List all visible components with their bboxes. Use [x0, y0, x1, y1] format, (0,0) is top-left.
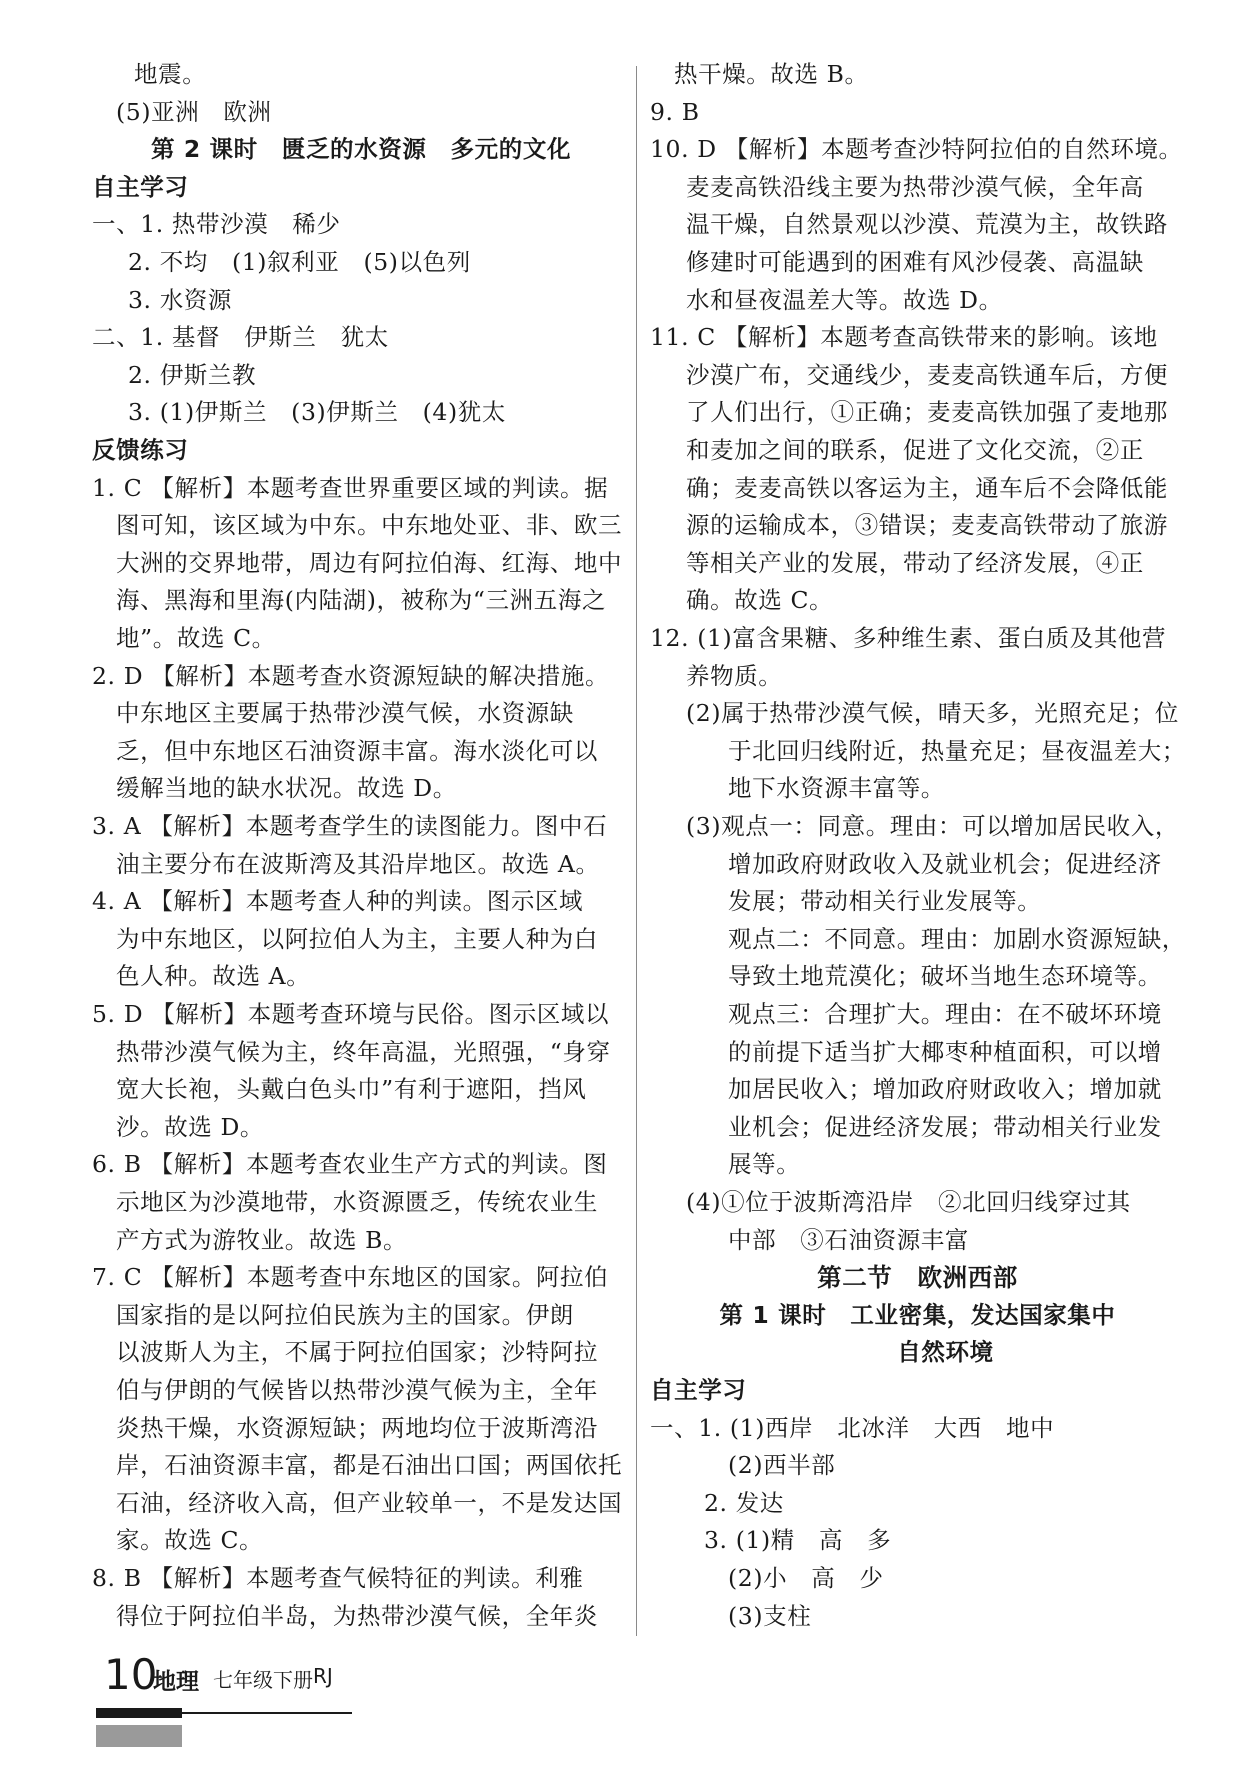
- answer-line: 大洲的交界地带，周边有阿拉伯海、红海、地中: [116, 548, 623, 577]
- answer-line: 12. (1)富含果糖、多种维生素、蛋白质及其他营: [650, 624, 1167, 652]
- answer-line: 等相关产业的发展，带动了经济发展，④正: [686, 548, 1144, 577]
- answer-line: 10. D 【解析】本题考查沙特阿拉伯的自然环境。: [650, 135, 1183, 164]
- answer-line: (4)①位于波斯湾沿岸 ②北回归线穿过其: [686, 1188, 1131, 1216]
- answer-line: 麦麦高铁沿线主要为热带沙漠气候，全年高: [686, 172, 1144, 201]
- text-line: 二、1. 基督 伊斯兰 犹太: [92, 323, 389, 352]
- page-number: 10: [104, 1650, 158, 1699]
- lesson-title: 第 1 课时 工业密集，发达国家集中: [719, 1300, 1116, 1329]
- answer-line: 养物质。: [686, 661, 783, 690]
- answer-line: 得位于阿拉伯半岛，为热带沙漠气候，全年炎: [116, 1601, 598, 1630]
- answer-line: 修建时可能遇到的困难有风沙侵袭、高温缺: [686, 248, 1144, 276]
- answer-line: 于北回归线附近，热量充足；昼夜温差大；: [728, 736, 1186, 765]
- section-heading: 自主学习: [650, 1376, 747, 1404]
- answer-line: (3)观点一：同意。理由：可以增加居民收入，: [686, 812, 1179, 840]
- text-line: 3. (1)精 高 多: [704, 1526, 892, 1555]
- answer-line: 加居民收入；增加政府财政收入；增加就: [728, 1075, 1162, 1104]
- answer-line: 观点二：不同意。理由：加剧水资源短缺，: [728, 924, 1186, 953]
- text-line: 3. 水资源: [128, 285, 232, 314]
- answer-line: 示地区为沙漠地带，水资源匮乏，传统农业生: [116, 1188, 598, 1216]
- section-heading: 反馈练习: [92, 436, 189, 464]
- answer-line: 缓解当地的缺水状况。故选 D。: [116, 774, 457, 803]
- answer-line: 确；麦麦高铁以客运为主，通车后不会降低能: [686, 473, 1168, 502]
- footer-edition: RJ: [313, 1664, 333, 1688]
- answer-line: 地”。故选 C。: [116, 624, 276, 652]
- answer-line: 为中东地区，以阿拉伯人为主，主要人种为白: [116, 924, 598, 953]
- answer-line: 观点三：合理扩大。理由：在不破坏环境: [728, 1000, 1162, 1028]
- answer-line: 热干燥。故选 B。: [674, 60, 869, 88]
- text-line: 2. 发达: [704, 1488, 784, 1517]
- answer-line: 岸，石油资源丰富，都是石油出口国；两国依托: [116, 1451, 623, 1480]
- answer-line: 炎热干燥，水资源短缺；两地均位于波斯湾沿: [116, 1413, 598, 1442]
- answer-line: 发展；带动相关行业发展等。: [728, 887, 1042, 916]
- text-line: 地震。: [134, 60, 207, 88]
- answer-line: 确。故选 C。: [686, 586, 834, 615]
- text-line: 2. 不均 (1)叙利亚 (5)以色列: [128, 248, 471, 276]
- answer-line: 温干燥，自然景观以沙漠、荒漠为主，故铁路: [686, 210, 1168, 239]
- answer-line: (2)属于热带沙漠气候，晴天多，光照充足；位: [686, 699, 1179, 728]
- text-line: (5)亚洲 欧洲: [116, 97, 272, 126]
- answer-line: 沙。故选 D。: [116, 1112, 265, 1141]
- footer-grade: 七年级下册: [213, 1668, 313, 1692]
- answer-line: 6. B 【解析】本题考查农业生产方式的判读。图: [92, 1150, 608, 1179]
- footer-block: [96, 1725, 182, 1747]
- lesson-title-continued: 自然环境: [897, 1338, 994, 1367]
- answer-line: 石油，经济收入高，但产业较单一，不是发达国: [116, 1488, 623, 1517]
- lesson-title: 第 2 课时 匮乏的水资源 多元的文化: [150, 135, 572, 164]
- answer-line: 8. B 【解析】本题考查气候特征的判读。利雅: [92, 1564, 584, 1592]
- answer-line: 油主要分布在波斯湾及其沿岸地区。故选 A。: [116, 849, 600, 878]
- answer-line: 海、黑海和里海(内陆湖)，被称为“三洲五海之: [116, 586, 607, 615]
- answer-line: 宽大长袍，头戴白色头巾”有利于遮阳，挡风: [116, 1075, 587, 1104]
- answer-line: 11. C 【解析】本题考查高铁带来的影响。该地: [650, 323, 1158, 352]
- text-line: (3)支柱: [728, 1601, 812, 1630]
- section-title: 第二节 欧洲西部: [817, 1263, 1018, 1293]
- answer-line: 了人们出行，①正确；麦麦高铁加强了麦地那: [686, 398, 1168, 427]
- answer-line: 地下水资源丰富等。: [728, 774, 945, 803]
- answer-line: 源的运输成本，③错误；麦麦高铁带动了旅游: [686, 511, 1168, 540]
- column-divider: [636, 66, 637, 1636]
- text-line: 一、1. 热带沙漠 稀少: [92, 210, 341, 239]
- answer-line: 和麦加之间的联系，促进了文化交流，②正: [686, 436, 1144, 464]
- answer-line: 9. B: [650, 97, 700, 126]
- answer-line: 的前提下适当扩大椰枣种植面积，可以增: [728, 1037, 1162, 1066]
- text-line: 3. (1)伊斯兰 (3)伊斯兰 (4)犹太: [128, 398, 506, 427]
- answer-line: 中东地区主要属于热带沙漠气候，水资源缺: [116, 699, 574, 728]
- text-line: 2. 伊斯兰教: [128, 360, 257, 389]
- answer-line: 中部 ③石油资源丰富: [728, 1225, 969, 1254]
- answer-line: 增加政府财政收入及就业机会；促进经济: [728, 849, 1162, 878]
- text-line: 一、1. (1)西岸 北冰洋 大西 地中: [650, 1413, 1055, 1442]
- answer-line: 伯与伊朗的气候皆以热带沙漠气候为主，全年: [116, 1376, 598, 1404]
- answer-line: 1. C 【解析】本题考查世界重要区域的判读。据: [92, 473, 609, 502]
- text-line: (2)小 高 少: [728, 1564, 884, 1592]
- section-heading: 自主学习: [92, 172, 189, 201]
- answer-line: 7. C 【解析】本题考查中东地区的国家。阿拉伯: [92, 1263, 609, 1292]
- answer-line: 导致土地荒漠化；破坏当地生态环境等。: [728, 962, 1162, 991]
- answer-line: 展等。: [728, 1150, 801, 1179]
- answer-line: 4. A 【解析】本题考查人种的判读。图示区域: [92, 887, 584, 916]
- footer-rule: [182, 1712, 352, 1714]
- answer-line: 图可知，该区域为中东。中东地处亚、非、欧三: [116, 511, 623, 540]
- answer-line: 国家指的是以阿拉伯民族为主的国家。伊朗: [116, 1300, 574, 1329]
- answer-line: 以波斯人为主，不属于阿拉伯国家；沙特阿拉: [116, 1338, 598, 1367]
- answer-line: 水和昼夜温差大等。故选 D。: [686, 285, 1003, 314]
- footer-subject: 地理: [153, 1669, 199, 1695]
- text-line: (2)西半部: [728, 1451, 836, 1480]
- answer-line: 家。故选 C。: [116, 1526, 264, 1555]
- answer-line: 色人种。故选 A。: [116, 962, 311, 991]
- answer-line: 3. A 【解析】本题考查学生的读图能力。图中石: [92, 812, 608, 840]
- answer-line: 热带沙漠气候为主，终年高温，光照强，“身穿: [116, 1037, 611, 1066]
- answer-line: 5. D 【解析】本题考查环境与民俗。图示区域以: [92, 1000, 610, 1028]
- answer-line: 产方式为游牧业。故选 B。: [116, 1225, 408, 1254]
- answer-line: 业机会；促进经济发展；带动相关行业发: [728, 1112, 1162, 1141]
- answer-line: 乏，但中东地区石油资源丰富。海水淡化可以: [116, 736, 598, 765]
- answer-line: 沙漠广布，交通线少，麦麦高铁通车后，方便: [686, 360, 1168, 389]
- answer-line: 2. D 【解析】本题考查水资源短缺的解决措施。: [92, 661, 610, 690]
- footer-bar: [96, 1708, 182, 1718]
